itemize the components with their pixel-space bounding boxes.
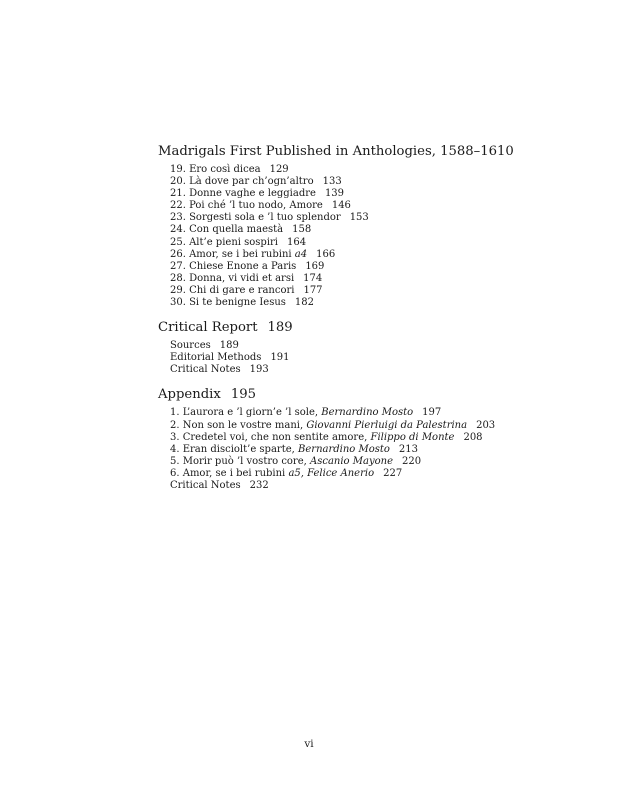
toc-entry: [170, 200, 578, 212]
entry-page-number: 213: [398, 443, 419, 455]
table-of-contents: [158, 143, 578, 502]
entry-italic: Filippo di Monte: [370, 431, 455, 443]
entry-title: Sources: [170, 340, 211, 352]
entry-title: 23. Sorgesti sola e ’l tuo splendor: [170, 212, 341, 224]
entry-page-number: 177: [303, 284, 323, 296]
toc-entry: [170, 364, 578, 376]
toc-entry: [170, 456, 578, 468]
entry-page-number: 133: [322, 176, 342, 188]
toc-entry: [170, 407, 578, 419]
toc-entry: [170, 224, 578, 236]
entry-page-number: 193: [249, 364, 269, 376]
entry-title: 30. Si te benigne Iesus: [170, 297, 286, 309]
entry-title: 6. Amor, se i bei rubini: [170, 467, 286, 479]
toc-entry: [170, 432, 578, 444]
entry-title: 26. Amor, se i bei rubini: [170, 248, 292, 260]
toc-entry: [170, 188, 578, 200]
entry-page-number: 169: [305, 260, 325, 272]
toc-entry: [170, 468, 578, 480]
entry-title: 5. Morir può ’l vostro core,: [170, 455, 307, 467]
section-page-number: 195: [230, 387, 256, 403]
toc-entry: [170, 297, 578, 309]
section-heading: [158, 143, 578, 160]
toc-entry: [170, 176, 578, 188]
entry-page-number: 220: [401, 455, 422, 467]
entry-title: 22. Poi ché ’l tuo nodo, Amore: [170, 200, 323, 212]
entry-title: 20. Là dove par ch’ogn’altro: [170, 176, 314, 188]
toc-entry: [170, 212, 578, 224]
entry-page-number: 197: [422, 407, 442, 419]
entry-title: 19. Ero così dicea: [170, 164, 261, 175]
section-heading: [158, 386, 578, 403]
section-title: Appendix: [158, 387, 221, 403]
entry-title: Critical Notes: [170, 479, 241, 491]
toc-entry: [170, 285, 578, 297]
entry-page-number: 191: [270, 352, 290, 364]
section-appendix: [158, 386, 578, 492]
toc-entry: [170, 273, 578, 285]
entry-title: 24. Con quella maestà: [170, 224, 284, 236]
section-heading: [158, 319, 578, 336]
entry-list: [158, 407, 578, 492]
entry-page-number: 208: [463, 431, 483, 443]
entry-page-number: 182: [294, 297, 314, 309]
page-folio: vi: [304, 738, 314, 750]
entry-italic: Bernardino Mosto: [298, 443, 390, 455]
entry-title: 28. Donna, vi vidi et arsi: [170, 272, 295, 284]
entry-title: 3. Credetel voi, che non sentite amore,: [170, 431, 368, 443]
entry-title: 4. Eran disciolt’e sparte,: [170, 443, 295, 455]
toc-entry: [170, 444, 578, 456]
entry-italic: Ascanio Mayone: [310, 455, 393, 467]
entry-page-number: 158: [292, 224, 312, 236]
entry-page-number: 139: [324, 188, 345, 200]
entry-title: 25. Alt’e pieni sospiri: [170, 236, 278, 248]
entry-page-number: 174: [303, 272, 323, 284]
toc-entry: [170, 261, 578, 273]
entry-page-number: 232: [249, 479, 269, 491]
section-madrigals: [158, 143, 578, 309]
toc-entry: [170, 249, 578, 261]
entry-page-number: 166: [316, 248, 336, 260]
entry-italic: a4: [294, 248, 308, 260]
toc-entry: [170, 340, 578, 352]
entry-list: [158, 164, 578, 309]
entry-page-number: 227: [383, 467, 403, 479]
toc-entry: [170, 480, 578, 492]
section-page-number: 189: [267, 320, 293, 336]
section-title: Madrigals First Published in Anthologies, 1588–1610: [158, 144, 514, 159]
section-critical-report: [158, 319, 578, 376]
entry-title: 1. L’aurora e ’l giorn’e ’l sole,: [170, 407, 319, 419]
section-title: Critical Report: [158, 320, 258, 336]
entry-list: [158, 340, 578, 376]
entry-page-number: 129: [269, 164, 289, 175]
toc-entry: [170, 237, 578, 249]
toc-entry: [170, 352, 578, 364]
entry-page-number: 203: [476, 419, 496, 431]
entry-page-number: 153: [349, 212, 369, 224]
entry-title: 2. Non son le vostre mani,: [170, 419, 304, 431]
toc-entry: [170, 164, 578, 176]
entry-page-number: 146: [331, 200, 351, 212]
entry-italic: Bernardino Mosto: [321, 407, 414, 419]
entry-title: 21. Donne vaghe e leggiadre: [170, 188, 316, 200]
entry-title: Critical Notes: [170, 364, 241, 376]
entry-title: 27. Chiese Enone a Paris: [170, 260, 297, 272]
entry-italic: a5, Felice Anerio: [288, 467, 375, 479]
entry-page-number: 189: [219, 340, 239, 352]
entry-italic: Giovanni Pierluigi da Palestrina: [306, 419, 468, 431]
entry-page-number: 164: [287, 236, 307, 248]
toc-entry: [170, 420, 578, 432]
entry-title: Editorial Methods: [170, 352, 262, 364]
entry-title: 29. Chi di gare e rancori: [170, 284, 295, 296]
